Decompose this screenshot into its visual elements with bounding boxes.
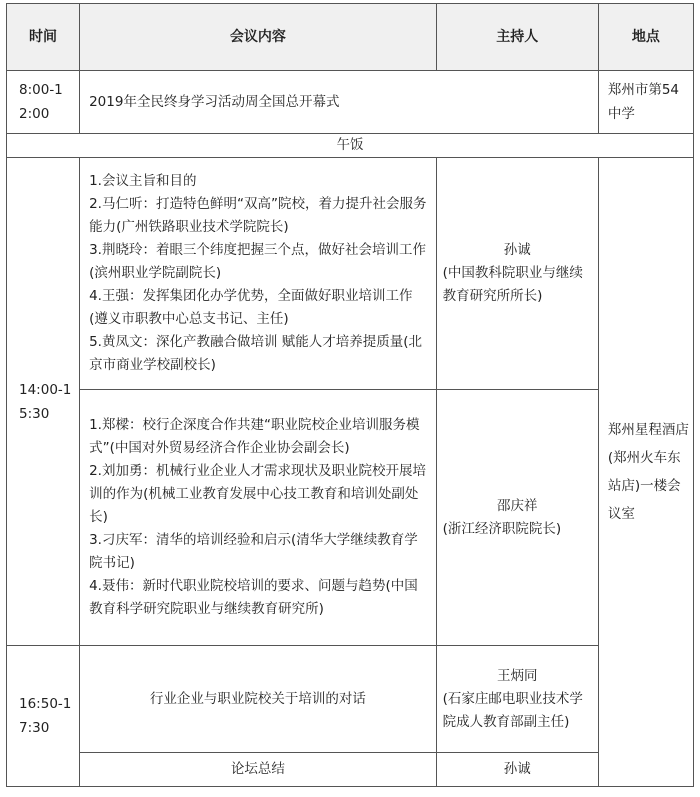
time-cell: 8:00-12:00: [7, 71, 80, 134]
host-name: 王炳同: [496, 667, 538, 684]
lunch-row: [7, 134, 694, 158]
table-row: [7, 71, 694, 134]
content-cell: 2019年全民终身学习活动周全国总开幕式: [80, 71, 599, 134]
host-cell: [436, 646, 598, 753]
place-cell: 郑州星程酒店(郑州火车东站店)一楼会议室: [598, 158, 693, 787]
host-name: 孙诚: [503, 242, 531, 258]
header-place: 地点: [598, 4, 693, 71]
agenda-item: 3.刁庆军：清华的培训经验和启示(清华大学继续教育学院书记): [89, 532, 418, 571]
host-cell: 孙诚: [436, 753, 598, 787]
host-cell: [436, 158, 598, 390]
header-host: 主持人: [436, 4, 598, 71]
host-name: 邵庆祥: [496, 497, 538, 514]
agenda-item: 1.郑樑：校行企深度合作共建“职业院校企业培训服务模式”(中国对外贸易经济合作企业协会副会长): [89, 417, 420, 456]
table-row: [7, 646, 694, 753]
host-cell: [436, 390, 598, 646]
place-cell: 郑州市第54中学: [598, 71, 693, 134]
table-row: [7, 158, 694, 390]
time-cell: 16:50-17:30: [7, 646, 80, 787]
agenda-item: 2.马仁听：打造特色鲜明“双高”院校，着力提升社会服务能力(广州铁路职业技术学院院长): [89, 196, 427, 235]
agenda-item: 4.聂伟：新时代职业院校培训的要求、问题与趋势(中国教育科学研究院职业与继续教育研究所): [89, 578, 418, 617]
content-cell: 行业企业与职业院校关于培训的对话: [80, 646, 437, 753]
agenda-item: 3.荆晓玲：着眼三个纬度把握三个点，做好社会培训工作(滨州职业学院副院长): [89, 242, 426, 281]
host-role: (中国教科院职业与继续教育研究所所长): [442, 265, 583, 304]
host-role: (石家庄邮电职业技术学院成人教育部副主任): [442, 690, 583, 730]
schedule-table: [6, 3, 694, 787]
table-row: [7, 753, 694, 787]
host-role: (浙江经济职院院长): [442, 520, 562, 537]
content-cell: 论坛总结: [80, 753, 437, 787]
agenda-item: 5.黄凤文：深化产教融合做培训 赋能人才培养提质量(北京市商业学校副校长): [89, 334, 423, 373]
header-time: 时间: [7, 4, 80, 71]
agenda-item: 4.王强：发挥集团化办学优势，全面做好职业培训工作(遵义市职教中心总支书记、主任): [89, 288, 413, 327]
agenda-item: 1.会议主旨和目的: [89, 173, 197, 189]
agenda-block-1: [80, 158, 437, 390]
header-content: 会议内容: [80, 4, 437, 71]
lunch-cell: 午饭: [7, 134, 694, 158]
agenda-item: 2.刘加勇：机械行业企业人才需求现状及职业院校开展培训的作为(机械工业教育发展中心技工教育和培训处副处长): [89, 463, 426, 525]
agenda-block-2: [80, 390, 437, 646]
time-cell: 14:00-15:30: [7, 158, 80, 646]
header-row: [7, 4, 694, 71]
table-row: [7, 390, 694, 646]
